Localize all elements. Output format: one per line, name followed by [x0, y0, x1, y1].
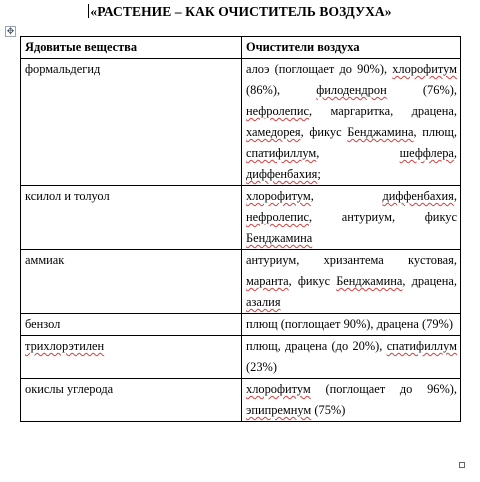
table-row — [21, 336, 461, 379]
table-move-handle-icon[interactable]: ✥ — [6, 26, 15, 36]
cleaners-cell[interactable]: плющ, драцена (до 20%), спатифиллум (23%) — [242, 336, 461, 379]
cleaners-cell[interactable]: плющ (поглощает 90%), драцена (79%) — [242, 314, 461, 336]
document-title — [0, 4, 480, 20]
cleaners-cell[interactable]: антуриум, хризантема кустовая, маранта, фикус Бенджамина, драцена, азалия — [242, 250, 461, 314]
table-header-row — [21, 37, 461, 59]
spellcheck-flagged-word: Бенджамина — [347, 125, 414, 139]
table-resize-handle[interactable] — [459, 462, 465, 468]
spellcheck-flagged-word: эпипремнум — [246, 403, 312, 417]
header-cleaners[interactable]: Очистители воздуха — [242, 37, 461, 59]
table-row — [21, 314, 461, 336]
table-row — [21, 379, 461, 422]
spellcheck-flagged-word: шеффлера — [399, 146, 454, 160]
title-text: «РАСТЕНИЕ – КАК ОЧИСТИТЕЛЬ ВОЗДУХА» — [90, 4, 392, 19]
spellcheck-flagged-word: диффенбахия — [246, 167, 318, 181]
cleaners-cell[interactable]: хлорофитум, диффенбахия, нефролепис, антуриум, фикус Бенджамина — [242, 186, 461, 250]
spellcheck-flagged-word: нефролепис — [246, 104, 309, 118]
substance-cell[interactable]: аммиак — [21, 250, 242, 314]
spellcheck-flagged-word: хлорофитум — [246, 189, 311, 203]
spellcheck-flagged-word: диффенбахия — [382, 189, 454, 203]
spellcheck-flagged-word: азалия — [246, 295, 281, 309]
spellcheck-flagged-word: спатифиллум — [246, 146, 317, 160]
substance-cell[interactable]: окислы углерода — [21, 379, 242, 422]
header-substances[interactable]: Ядовитые вещества — [21, 37, 242, 59]
spellcheck-flagged-word: Бенджамина — [246, 231, 313, 245]
spellcheck-flagged-word: филодендрон — [316, 83, 387, 97]
spellcheck-flagged-word: хлорофитум — [246, 382, 311, 396]
substance-cell[interactable]: формальдегид — [21, 59, 242, 186]
table-row — [21, 250, 461, 314]
cleaners-cell[interactable]: алоэ (поглощает до 90%), хлорофитум (86%), филодендрон (76%), нефролепис, маргаритка, драцена, хамедорея, фикус Бенджамина, плющ, спатифиллум, шеффлера, диффенбахия; — [242, 59, 461, 186]
plants-table — [20, 36, 461, 422]
spellcheck-flagged-word: нефролепис — [246, 210, 309, 224]
spellcheck-flagged-word: хлорофитум — [392, 62, 457, 76]
table-row — [21, 186, 461, 250]
substance-cell[interactable]: бензол — [21, 314, 242, 336]
table-row — [21, 59, 461, 186]
spellcheck-flagged-word: спатифиллум — [386, 339, 457, 353]
cleaners-cell[interactable]: хлорофитум (поглощает до 96%), эпипремнум (75%) — [242, 379, 461, 422]
substance-cell[interactable] — [21, 336, 242, 379]
spellcheck-flagged-word: трихлорэтилен — [25, 339, 105, 353]
spellcheck-flagged-word: хамедорея — [246, 125, 301, 139]
substance-cell[interactable]: ксилол и толуол — [21, 186, 242, 250]
spellcheck-flagged-word: маранта — [246, 274, 289, 288]
spellcheck-flagged-word: Бенджамина — [336, 274, 403, 288]
